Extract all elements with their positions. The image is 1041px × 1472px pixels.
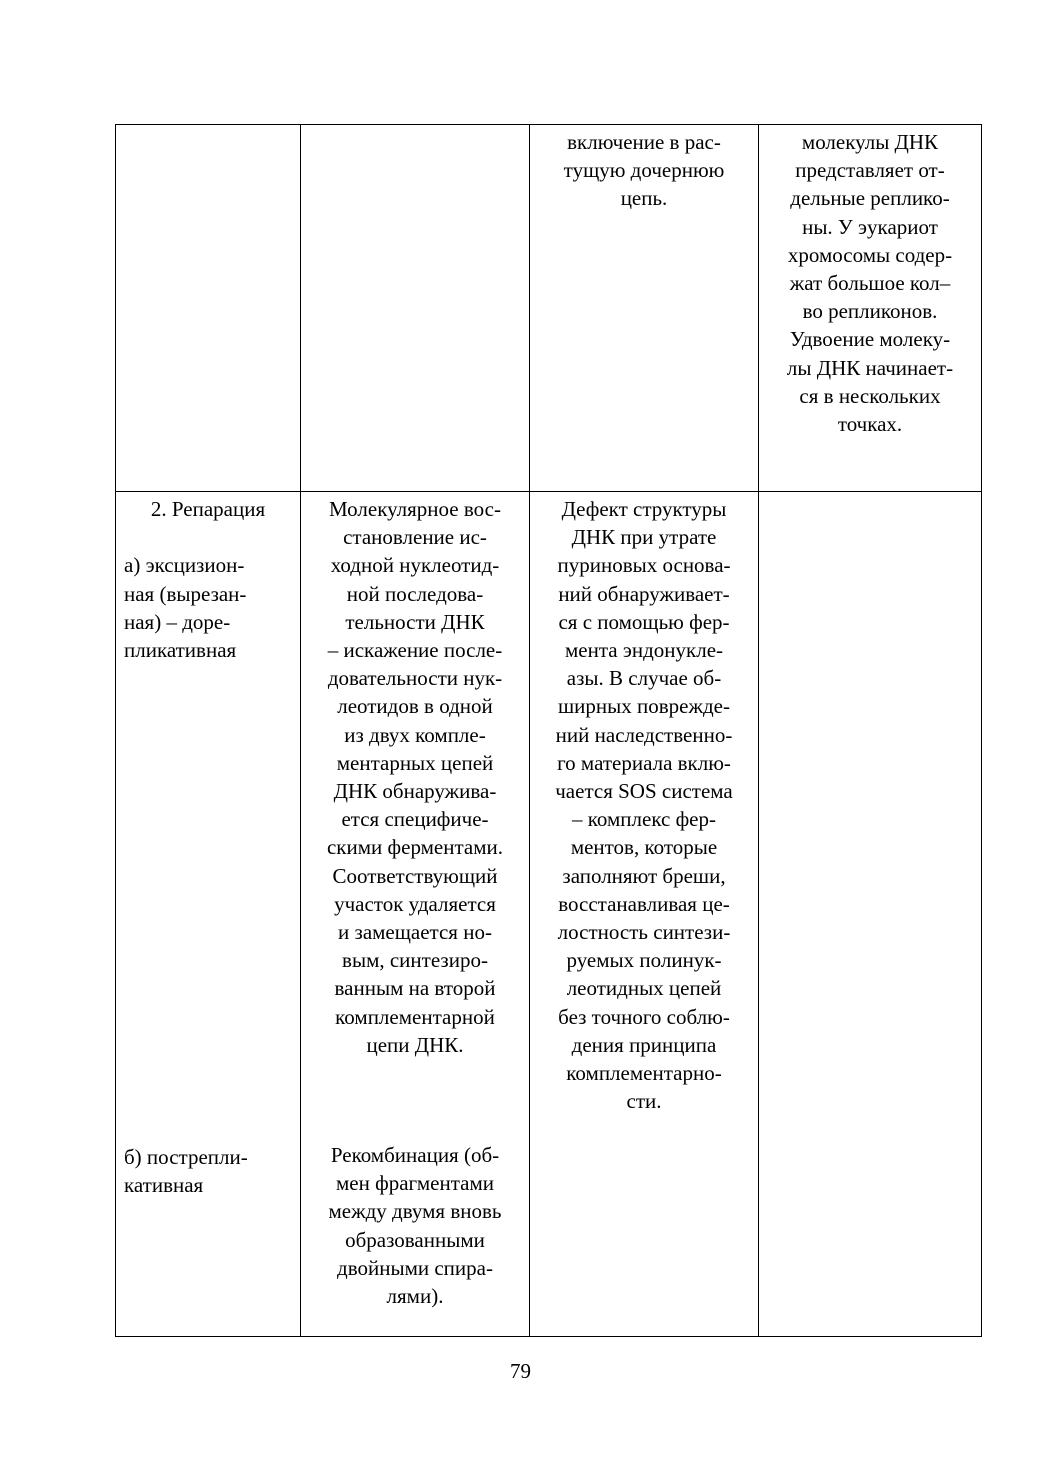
cell-text-line: азы. В случае об- [566, 666, 722, 691]
cell-text-line: участок удаляется [334, 891, 496, 916]
cell-text-line: лями). [386, 1284, 444, 1309]
cell-text-line: довательности нук- [327, 666, 503, 691]
cell-text-line: ментов, которые [570, 835, 718, 860]
content-table [115, 124, 982, 1337]
cell-text-line: дельные реплико- [790, 186, 950, 211]
table-cell-row1-col3 [530, 125, 759, 492]
cell-text-line: лы ДНК начинает- [786, 355, 954, 380]
cell-text-line: кативная [124, 1173, 204, 1198]
cell-text-line: дения принципа [571, 1032, 717, 1057]
cell-text-line: Удвоение молеку- [789, 327, 951, 352]
cell-text-line: ная) – доре- [124, 609, 231, 634]
cell-text-line: становление ис- [343, 525, 487, 550]
cell-text-line: образованными [345, 1227, 485, 1252]
cell-text-line: из двух компле- [344, 722, 486, 747]
cell-text-line: тущую дочернюю [563, 158, 725, 183]
cell-text-line: пликативная [124, 638, 237, 662]
cell-text-line: ны. У эукариот [802, 214, 938, 239]
table-row [116, 492, 982, 1337]
cell-text-line: ментарных цепей [336, 750, 494, 775]
cell-text-line: молекулы ДНК [801, 130, 939, 154]
cell-text-line: – комплекс фер- [572, 807, 716, 832]
cell-text-line: Рекомбинация (об- [330, 1143, 500, 1168]
cell-text-line: жат большое кол– [789, 271, 951, 296]
cell-text-line: точках. [837, 412, 903, 437]
cell-text-line: хромосомы содер- [787, 242, 953, 267]
cell-text-line: скими ферментами. [326, 835, 504, 860]
cell-text-line: лостность синтези- [557, 920, 731, 945]
cell-text-line: ванным на второй [334, 976, 496, 1001]
cell-text-line: б) пострепли- [124, 1145, 248, 1170]
cell-text-line: двойными спира- [337, 1255, 493, 1280]
page-number: 79 [510, 1359, 531, 1383]
cell-text-line: чается SOS система [555, 779, 733, 804]
cell-text-line: включение в рас- [567, 130, 721, 154]
cell-text-line: заполняют бреши, [562, 863, 726, 888]
cell-text-line: мен фрагментами [336, 1171, 494, 1196]
cell-text-line: Соответствующий [332, 863, 498, 888]
cell-text-line: ся в нескольких [799, 383, 941, 408]
cell-text-line: во репликонов. [802, 299, 938, 324]
cell-text-line: представляет от- [795, 158, 945, 183]
cell-text-line: ется специфиче- [341, 807, 489, 832]
table-cell-row2-col1 [116, 492, 301, 1337]
cell-text-line: комплементарно- [566, 1061, 722, 1086]
cell-text-line: восстанавливая це- [558, 891, 730, 916]
cell-text-line: леотидных цепей [566, 976, 722, 1001]
table-cell-row2-col3 [530, 492, 759, 1337]
cell-text-line: ной последова- [346, 581, 484, 606]
cell-text-line: ся с помощью фер- [558, 609, 730, 634]
cell-text-line: а) эксцизион- [124, 553, 245, 578]
table-cell-row2-col2 [301, 492, 530, 1337]
cell-text-line: вым, синтезиро- [342, 948, 488, 973]
cell-text-line: ний обнаруживает- [558, 581, 730, 606]
cell-text-line: сти. [626, 1089, 662, 1114]
cell-text-line: цепь. [620, 186, 668, 211]
table-row [116, 125, 982, 492]
cell-text-line: комплементарной [335, 1004, 495, 1029]
cell-text-line: пуриновых основа- [557, 553, 731, 578]
table-cell-row1-col4 [759, 125, 982, 492]
table-cell-row2-col4 [759, 492, 982, 1337]
cell-text-line: тельности ДНК [345, 609, 485, 634]
cell-text-line: ходной нуклеотид- [330, 553, 500, 578]
cell-text-line: ДНК при утрате [571, 525, 717, 550]
cell-text-line: и замещается но- [338, 920, 492, 945]
cell-text-line: ДНК обнаружива- [333, 779, 497, 804]
cell-text-line: ная (вырезан- [124, 581, 247, 606]
cell-text-line: ширных поврежде- [558, 694, 730, 719]
cell-text-line: Молекулярное вос- [329, 497, 501, 521]
cell-text-line: цепи ДНК. [366, 1032, 464, 1057]
table-cell-row1-col2 [301, 125, 530, 492]
cell-text-line: мента эндонукле- [564, 638, 724, 663]
section-heading: 2. Репарация [150, 497, 266, 521]
cell-text-line: руемых полинук- [566, 948, 722, 973]
table-cell-row1-col1 [116, 125, 301, 492]
cell-text-line: без точного соблю- [558, 1004, 730, 1029]
cell-text-line: Дефект структуры [561, 497, 727, 521]
cell-text-line: леотидов в одной [337, 694, 493, 719]
cell-text-line: между двумя вновь [328, 1199, 502, 1224]
cell-text-line: го материала вклю- [557, 750, 731, 775]
cell-text-line: – искажение после- [327, 638, 503, 663]
cell-text-line: ний наследственно- [555, 722, 733, 747]
